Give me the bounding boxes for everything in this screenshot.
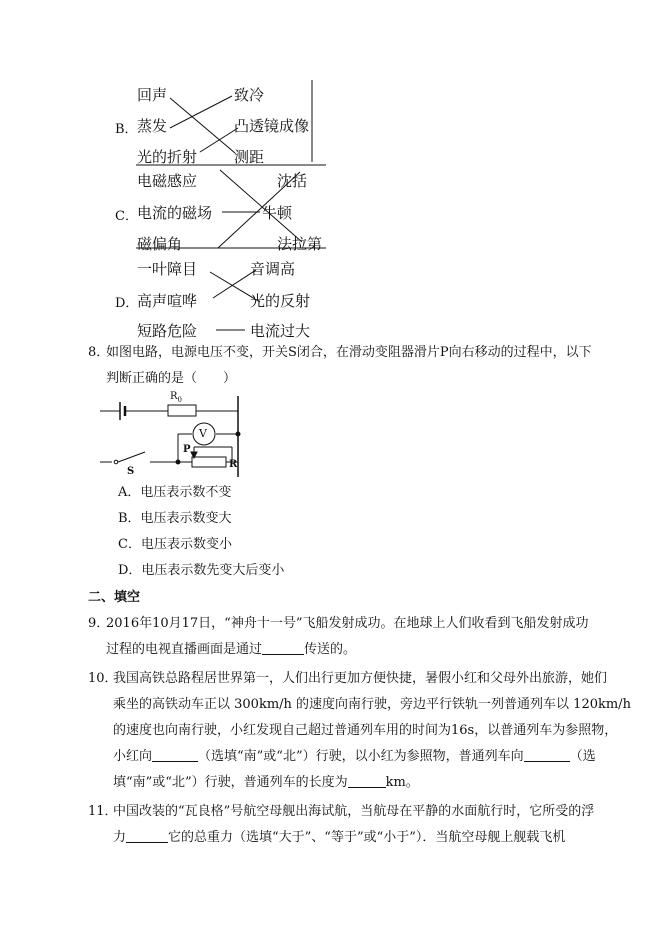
- match-b-right-1: 致冷: [234, 86, 265, 104]
- circuit-label-v: V: [199, 427, 207, 440]
- q11-number: 11．: [88, 804, 118, 819]
- q9-number: 9．: [88, 616, 110, 631]
- q9-blank[interactable]: [262, 640, 304, 655]
- match-d-right-1: 音调高: [250, 260, 296, 278]
- circuit-diagram: [100, 396, 240, 477]
- q10-text-line2: 乘坐的高铁动车正以 300km/h 的速度向南行驶，旁边平行铁轨一列普通列车以 120km/h: [113, 697, 631, 712]
- match-c-left-1: 电磁感应: [137, 172, 198, 190]
- circuit-label-r0: $R_0$: [170, 391, 182, 404]
- q10-blank-3[interactable]: [348, 773, 386, 788]
- match-d-right-2: 光的反射: [250, 292, 311, 310]
- q8-option-c[interactable]: C．电压表示数变小: [118, 537, 232, 552]
- q11-text-line1: 中国改装的“瓦良格”号航空母舰出海试航，当航母在平静的水面航行时，它所受的浮: [113, 804, 595, 819]
- match-c-right-3: 法拉第: [277, 235, 323, 253]
- circuit-label-s: S: [127, 466, 135, 477]
- match-c-left-2: 电流的磁场: [137, 204, 213, 222]
- line-echo-to-ranging: [170, 98, 235, 153]
- q10-number: 10．: [88, 671, 118, 686]
- match-d-letter: D．: [115, 296, 139, 311]
- line-refraction-to-lens: [200, 128, 238, 152]
- q10-text-line3: 的速度也向南行驶，小红发现自己超过普通列车用的时间为16s，以普通列车为参照物，: [113, 723, 618, 738]
- match-d-right-3: 电流过大: [250, 322, 311, 340]
- resistor-r0: [168, 405, 196, 416]
- match-b-left-3: 光的折射: [137, 148, 198, 166]
- q9-text-line2: 过程的电视直播画面是通过 传送的。: [106, 642, 357, 657]
- circuit-label-p: P: [183, 444, 191, 455]
- q8-text-line1: 如图电路，电源电压不变，开关S闭合，在滑动变阻器滑片P向右移动的过程中，以下: [106, 345, 592, 360]
- q10-blank-2[interactable]: [524, 747, 570, 762]
- q9-text-line1: 2016年10月17日，“神舟十一号”飞船发射成功。在地球上人们收看到飞船发射成功: [106, 616, 589, 631]
- q10-blank-1[interactable]: [152, 747, 198, 762]
- line-evaporation-to-cooling: [170, 96, 232, 128]
- rheostat-r: [192, 457, 226, 467]
- q8-number: 8．: [88, 345, 110, 360]
- match-b-right-3: 测距: [234, 148, 265, 166]
- q10-text-line1: 我国高铁总路程居世界第一，人们出行更加方便快捷，暑假小红和父母外出旅游，她们: [113, 671, 608, 686]
- q8-text-line2: 判断正确的是（ ）: [106, 371, 237, 386]
- match-c-right-2: 牛顿: [262, 204, 293, 222]
- match-b-right-2: 凸透镜成像: [234, 117, 310, 135]
- switch-s-blade: [118, 452, 145, 462]
- q8-option-b[interactable]: B．电压表示数变大: [118, 511, 232, 526]
- q10-text-line4: 小红向 （选填“南”或“北”）行驶，以小红为参照物，普通列车向 （选: [113, 749, 596, 764]
- match-b-left-1: 回声: [137, 86, 168, 104]
- match-c-left-3: 磁偏角: [137, 235, 183, 253]
- match-c-right-1: 沈括: [277, 172, 308, 190]
- match-d-left-1: 一叶障目: [137, 260, 198, 278]
- match-b-letter: B．: [115, 122, 138, 137]
- section-title: 二、填空: [88, 590, 141, 605]
- q10-text-line5: 填“南”或“北”）行驶，普通列车的长度为 km。: [113, 775, 419, 790]
- match-c-letter: C．: [115, 209, 138, 224]
- q11-blank[interactable]: [126, 828, 168, 843]
- match-d-left-3: 短路危险: [137, 322, 198, 340]
- q11-text-line2: 力 它的总重力（选填“大于”、“等于”或“小于”）．当航空母舰上舰载飞机: [113, 830, 566, 845]
- q8-option-d[interactable]: D．电压表示数先变大后变小: [118, 563, 285, 578]
- match-d-left-2: 高声喧哗: [137, 292, 198, 310]
- circuit-label-r: R: [229, 459, 238, 470]
- q8-option-a[interactable]: A．电压表示数不变: [118, 485, 232, 500]
- match-b-left-2: 蒸发: [137, 117, 168, 135]
